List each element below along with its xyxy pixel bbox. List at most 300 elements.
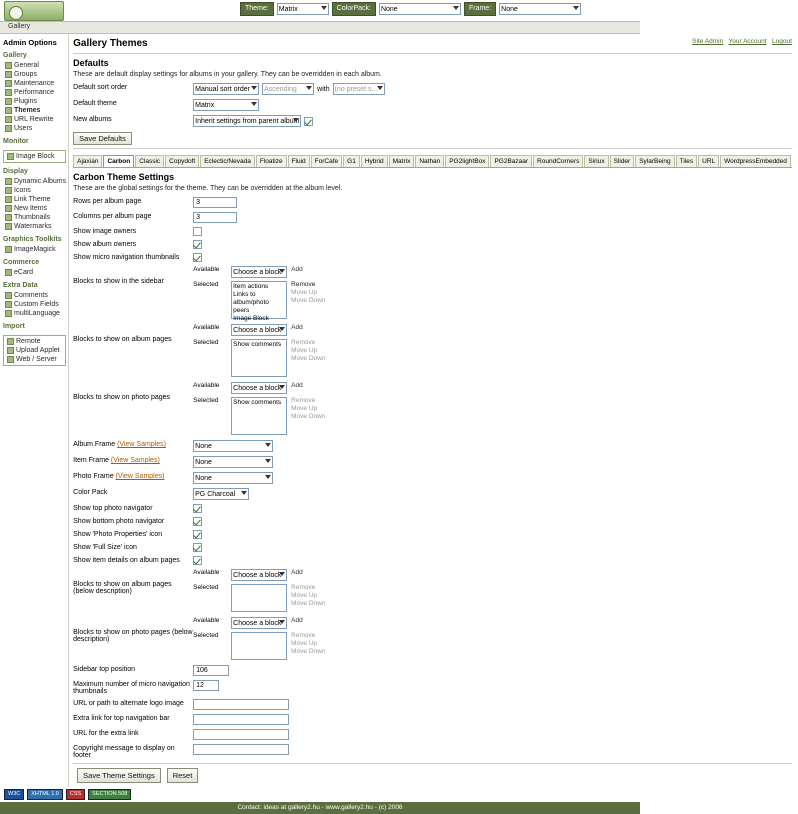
- sidebar-item-label: Watermarks: [14, 223, 52, 230]
- blocks-photo-below-row: [73, 617, 792, 660]
- new-icon: [5, 205, 12, 212]
- default-theme-label: Default theme: [73, 100, 117, 107]
- default-sort-order-select[interactable]: [193, 83, 259, 95]
- default-theme-row: [73, 99, 792, 111]
- available-label: Available: [193, 266, 220, 273]
- show-top-photo-navigator-label: Show top photo navigator: [73, 505, 153, 512]
- blocks-photo-pages-available-value: Choose a block: [233, 385, 282, 392]
- blocks-photo-below-listbox[interactable]: [231, 632, 287, 660]
- photo-frame-label: [73, 472, 193, 480]
- blocks-album-pages-available-select[interactable]: [231, 324, 287, 336]
- sidebar-item-label: Users: [14, 125, 33, 132]
- sidebar-item-label: Remote: [16, 338, 41, 345]
- show-album-owners-label: Show album owners: [73, 241, 137, 248]
- default-theme-select[interactable]: [193, 99, 259, 111]
- tab-hybrid[interactable]: Hybrid: [361, 155, 388, 167]
- blocks-sidebar-available-select[interactable]: [231, 266, 287, 278]
- sidebar-item-dynamic-albums[interactable]: [3, 177, 66, 186]
- blocks-sidebar-actions: [291, 281, 325, 305]
- blocks-album-below-available-select[interactable]: [231, 569, 287, 581]
- blocks-album-below-selected: [193, 584, 325, 612]
- show-micro-nav-thumbnails-label: Show micro navigation thumbnails: [73, 254, 180, 261]
- tab-slider[interactable]: Slider: [610, 155, 635, 167]
- max-micro-nav-thumbnails-label: Maximum number of micro navigation thumbnails: [73, 681, 190, 695]
- alternate-logo-url-row: [73, 699, 792, 710]
- sidebar-item-plugins[interactable]: [3, 97, 66, 106]
- field-icon: [5, 301, 12, 308]
- blocks-album-pages-actions: [291, 339, 325, 363]
- colorpack-select-value: None: [380, 6, 398, 13]
- tab-roundcorners[interactable]: RoundCorners: [533, 155, 583, 167]
- blocks-photo-below-label: Blocks to show on photo pages (below description): [73, 629, 193, 643]
- list-item[interactable]: Image Block: [233, 315, 269, 322]
- photo-frame-value: None: [195, 475, 212, 482]
- show-bottom-photo-navigator-row: [73, 517, 792, 526]
- new-albums-row: [73, 115, 792, 127]
- show-top-photo-navigator-checkbox[interactable]: [193, 504, 202, 513]
- new-albums-checkbox[interactable]: [304, 117, 313, 126]
- show-bottom-photo-navigator-label: Show bottom photo navigator: [73, 518, 165, 525]
- save-theme-settings-button[interactable]: Save Theme Settings: [77, 768, 161, 783]
- color-pack-value: PG Charcoal: [195, 491, 236, 498]
- chevron-down-icon: [279, 385, 285, 389]
- blocks-sidebar-add-button[interactable]: Add: [291, 266, 303, 273]
- card-icon: [5, 269, 12, 276]
- available-label: Available: [193, 382, 220, 389]
- sidebar-item-label: Performance: [14, 89, 55, 96]
- site-admin-link[interactable]: Site Admin: [692, 38, 724, 45]
- remove-button[interactable]: Remove: [291, 339, 316, 346]
- sidebar-item-multilanguage[interactable]: [3, 309, 66, 318]
- link-icon: [5, 196, 12, 203]
- blocks-album-below-listbox[interactable]: [231, 584, 287, 612]
- remove-button[interactable]: Remove: [291, 397, 316, 404]
- copyright-message-row: [73, 744, 792, 759]
- photo-frame-row: [73, 472, 792, 484]
- url-for-extra-link-row: [73, 729, 792, 740]
- chevron-down-icon: [279, 269, 285, 273]
- show-full-size-icon-row: [73, 543, 792, 552]
- sidebar-top-position-label: Sidebar top position: [73, 666, 136, 673]
- blocks-photo-pages-row: [73, 382, 792, 435]
- sidebar-item-thumbnails[interactable]: [3, 213, 66, 222]
- copyright-message-input[interactable]: [193, 744, 289, 755]
- new-albums-select[interactable]: [193, 115, 301, 127]
- sidebar-item-imagemagick[interactable]: [3, 245, 66, 254]
- sidebar-item-upload-applet[interactable]: [5, 346, 64, 355]
- remove-button[interactable]: Remove: [291, 281, 316, 288]
- blocks-sidebar-label: Blocks to show in the sidebar: [73, 278, 164, 285]
- gauge-icon: [5, 89, 12, 96]
- rows-per-album-page-input[interactable]: [193, 197, 237, 208]
- move-down-button[interactable]: Move Down: [291, 355, 326, 362]
- move-down-button[interactable]: Move Down: [291, 600, 326, 607]
- sort-direction-value: Ascending: [264, 86, 297, 93]
- sidebar-monitor-box: [3, 150, 66, 163]
- reset-button[interactable]: Reset: [167, 768, 199, 783]
- page-title: Gallery Themes: [73, 38, 148, 49]
- sidebar-group-import: Import: [3, 323, 25, 330]
- tab-pg2lightbox[interactable]: PG2lightBox: [445, 155, 489, 167]
- blocks-sidebar-row: [73, 266, 792, 322]
- chevron-down-icon: [251, 102, 257, 106]
- chevron-down-icon: [279, 327, 285, 331]
- blocks-photo-pages-available-select[interactable]: [231, 382, 287, 394]
- columns-per-album-page-input[interactable]: [193, 212, 237, 223]
- tab-floatize[interactable]: Floatize: [256, 155, 287, 167]
- chevron-down-icon: [279, 572, 285, 576]
- selected-label: Selected: [193, 632, 219, 639]
- album-frame-samples-link[interactable]: (View Samples): [117, 441, 166, 448]
- show-image-owners-row: [73, 227, 792, 236]
- move-up-button[interactable]: Move Up: [291, 640, 318, 647]
- default-sort-order-row: [73, 83, 792, 95]
- photo-frame-text: Photo Frame: [73, 473, 114, 480]
- show-album-owners-row: [73, 240, 792, 249]
- move-down-button[interactable]: Move Down: [291, 297, 326, 304]
- blocks-album-pages-available-value: Choose a block: [233, 327, 282, 334]
- selected-label: Selected: [193, 397, 219, 404]
- color-pack-row: [73, 488, 792, 500]
- sidebar-item-label: New Items: [14, 205, 48, 212]
- show-bottom-photo-navigator-checkbox[interactable]: [193, 517, 202, 526]
- defaults-heading: Defaults: [73, 58, 109, 68]
- theme-select-value: Matrix: [278, 6, 298, 13]
- tab-pg2bazaar[interactable]: PG2Bazaar: [490, 155, 532, 167]
- tab-wordpressembedded[interactable]: WordpressEmbedded: [720, 155, 791, 167]
- new-albums-value: Inherit settings from parent album: [195, 118, 300, 125]
- show-photo-properties-icon-label: Show 'Photo Properties' icon: [73, 531, 163, 538]
- blocks-album-below-row: [73, 569, 792, 612]
- theme-quick-controls: [240, 2, 581, 16]
- sidebar-group-commerce: Commerce: [3, 259, 40, 266]
- blocks-photo-below-add-button[interactable]: Add: [291, 617, 303, 624]
- blocks-sidebar-selected: [193, 281, 326, 322]
- blocks-photo-below-available-select[interactable]: [231, 617, 287, 629]
- gear-icon: [5, 62, 12, 69]
- sidebar-item-label: Dynamic Albums: [14, 178, 67, 185]
- chevron-down-icon: [573, 6, 579, 10]
- sidebar-item-general[interactable]: [3, 61, 66, 70]
- logout-link[interactable]: Logout: [772, 38, 792, 45]
- sidebar-item-label: Plugins: [14, 98, 37, 105]
- blocks-album-pages-selected: [193, 339, 325, 377]
- link-icon: [5, 116, 12, 123]
- header-links: [692, 38, 792, 45]
- sidebar-top-position-input[interactable]: [193, 665, 229, 676]
- show-top-photo-navigator-row: [73, 504, 792, 513]
- server-icon: [7, 356, 14, 363]
- tab-copydoft[interactable]: Copydoft: [165, 155, 199, 167]
- users-icon: [5, 71, 12, 78]
- tab-tiles[interactable]: Tiles: [676, 155, 697, 167]
- move-up-button[interactable]: Move Up: [291, 592, 318, 599]
- theme-settings-heading: Carbon Theme Settings: [73, 172, 175, 182]
- frame-select[interactable]: [499, 3, 581, 15]
- w3c-badge[interactable]: W3C: [4, 789, 24, 800]
- tab-nathan[interactable]: Nathan: [415, 155, 444, 167]
- sidebar: [0, 34, 68, 787]
- selected-label: Selected: [193, 281, 219, 288]
- sidebar-item-label: URL Rewrite: [14, 116, 54, 123]
- move-up-button[interactable]: Move Up: [291, 405, 318, 412]
- user-icon: [5, 125, 12, 132]
- watermark-icon: [5, 223, 12, 230]
- tab-fluid[interactable]: Fluid: [288, 155, 310, 167]
- sidebar-item-label: Themes: [14, 107, 41, 114]
- sidebar-item-new-items[interactable]: [3, 204, 66, 213]
- sidebar-item-performance[interactable]: [3, 88, 66, 97]
- move-down-button[interactable]: Move Down: [291, 648, 326, 655]
- item-frame-select[interactable]: [193, 456, 273, 468]
- sidebar-item-label: Image Block: [16, 153, 55, 160]
- blocks-photo-pages-listbox[interactable]: [231, 397, 287, 435]
- alternate-logo-url-label: URL or path to alternate logo image: [73, 700, 184, 707]
- blocks-photo-below-available-value: Choose a block: [233, 620, 282, 627]
- css-badge[interactable]: CSS: [66, 789, 85, 800]
- show-full-size-icon-label: Show 'Full Size' icon: [73, 544, 137, 551]
- default-theme-value: Matrix: [195, 102, 215, 109]
- your-account-link[interactable]: Your Account: [728, 38, 767, 45]
- sort-preset-select[interactable]: [333, 83, 385, 95]
- chevron-down-icon: [241, 491, 247, 495]
- tab-url[interactable]: URL: [698, 155, 719, 167]
- item-frame-text: Item Frame: [73, 457, 109, 464]
- blocks-photo-pages-selected: [193, 397, 325, 435]
- album-frame-select[interactable]: [193, 440, 273, 452]
- sidebar-item-remote[interactable]: [5, 337, 64, 346]
- sidebar-item-label: ImageMagick: [14, 246, 56, 253]
- remove-button[interactable]: Remove: [291, 584, 316, 591]
- sidebar-item-url-rewrite[interactable]: [3, 115, 66, 124]
- page-body: [0, 34, 792, 787]
- list-item[interactable]: Show comments: [233, 341, 282, 348]
- show-item-details-label: Show item details on album pages: [73, 557, 180, 564]
- tab-ajaxian[interactable]: Ajaxian: [73, 155, 102, 167]
- extra-link-top-nav-row: [73, 714, 792, 725]
- remote-icon: [7, 338, 14, 345]
- album-frame-row: [73, 440, 792, 452]
- chevron-down-icon: [293, 118, 299, 122]
- move-up-button[interactable]: Move Up: [291, 289, 318, 296]
- theme-settings-note: These are the global settings for the theme. They can be overridden at the album level.: [73, 185, 343, 192]
- sidebar-group-gallery: Gallery: [3, 52, 27, 59]
- available-label: Available: [193, 569, 220, 576]
- blocks-album-pages-listbox[interactable]: [231, 339, 287, 377]
- item-frame-row: [73, 456, 792, 468]
- colorpack-label: ColorPack:: [332, 2, 376, 16]
- sidebar-item-label: Icons: [14, 187, 31, 194]
- sidebar-item-themes[interactable]: [3, 106, 66, 115]
- url-for-extra-link-label: URL for the extra link: [73, 730, 139, 737]
- photo-frame-samples-link[interactable]: (View Samples): [115, 473, 165, 480]
- chevron-down-icon: [265, 443, 271, 447]
- footer-bar: [0, 802, 640, 814]
- chevron-down-icon: [453, 6, 459, 10]
- available-label: Available: [193, 324, 220, 331]
- upload-icon: [7, 347, 14, 354]
- max-micro-nav-thumbnails-row: [73, 680, 792, 695]
- tab-carbon[interactable]: Carbon: [103, 155, 134, 167]
- main-content: [68, 34, 798, 787]
- selected-label: Selected: [193, 339, 219, 346]
- blocks-sidebar-available: [193, 266, 325, 278]
- blocks-album-pages-add-button[interactable]: Add: [291, 324, 303, 331]
- color-pack-label: Color Pack: [73, 489, 108, 496]
- tab-g1[interactable]: G1: [343, 155, 360, 167]
- move-up-button[interactable]: Move Up: [291, 347, 318, 354]
- save-defaults-button[interactable]: Save Defaults: [73, 132, 132, 145]
- sidebar-item-custom-fields[interactable]: [3, 300, 66, 309]
- sidebar-group-graphics-toolkits: Graphics Toolkits: [3, 236, 62, 243]
- show-micro-nav-thumbnails-checkbox[interactable]: [193, 253, 202, 262]
- blocks-album-below-available-value: Choose a block: [233, 572, 282, 579]
- sidebar-item-icons[interactable]: [3, 186, 66, 195]
- album-icon: [5, 178, 12, 185]
- theme-select[interactable]: [277, 3, 329, 15]
- sidebar-import-box: [3, 335, 66, 366]
- new-albums-label: New albums: [73, 116, 112, 123]
- tab-matrix[interactable]: Matrix: [389, 155, 415, 167]
- rows-per-album-page-label: Rows per album page: [73, 198, 142, 205]
- divider: [73, 53, 792, 54]
- sidebar-item-label: Web / Server: [16, 356, 57, 363]
- chevron-down-icon: [306, 86, 312, 90]
- remove-button[interactable]: Remove: [291, 632, 316, 639]
- show-photo-properties-icon-checkbox[interactable]: [193, 530, 202, 539]
- blocks-album-below-actions: [291, 584, 325, 608]
- defaults-note: These are default display settings for albums in your gallery. They can be overridden in each album.: [73, 71, 382, 78]
- sidebar-item-label: Comments: [14, 292, 48, 299]
- extra-link-top-nav-input[interactable]: [193, 714, 289, 725]
- item-frame-label: [73, 456, 193, 464]
- image-icon: [7, 153, 14, 160]
- blocks-album-pages-row: [73, 324, 792, 377]
- alternate-logo-url-input[interactable]: [193, 699, 289, 710]
- breadcrumb[interactable]: [0, 22, 640, 34]
- frame-select-value: None: [501, 6, 518, 13]
- move-down-button[interactable]: Move Down: [291, 413, 326, 420]
- xhtml-badge[interactable]: XHTML 1.0: [27, 789, 63, 800]
- colorpack-select[interactable]: [379, 3, 461, 15]
- blocks-photo-pages-available: [193, 382, 325, 394]
- sidebar-item-label: Custom Fields: [14, 301, 59, 308]
- blocks-photo-below-actions: [291, 632, 325, 656]
- palette-icon: [5, 107, 12, 114]
- sidebar-group-monitor: Monitor: [3, 138, 29, 145]
- divider: [73, 763, 792, 764]
- chevron-down-icon: [377, 86, 383, 90]
- show-item-details-row: [73, 556, 792, 565]
- sidebar-item-label: eCard: [14, 269, 34, 276]
- blocks-photo-pages-add-button[interactable]: Add: [291, 382, 303, 389]
- max-micro-nav-thumbnails-input[interactable]: [193, 680, 219, 691]
- available-label: Available: [193, 617, 220, 624]
- blocks-sidebar-available-value: Choose a block: [233, 269, 282, 276]
- tab-sylarbeing[interactable]: SylarBeing: [635, 155, 674, 167]
- gallery-logo: [4, 1, 64, 21]
- tab-forcafe[interactable]: ForCafe: [311, 155, 342, 167]
- blocks-album-below-label: Blocks to show on album pages (below description): [73, 581, 172, 595]
- blocks-album-below-add-button[interactable]: Add: [291, 569, 303, 576]
- sidebar-item-label: Maintenance: [14, 80, 55, 87]
- frame-label: Frame:: [464, 2, 496, 16]
- sidebar-top-position-row: [73, 665, 792, 676]
- show-image-owners-label: Show image owners: [73, 228, 137, 235]
- breadcrumb-gallery[interactable]: Gallery: [8, 23, 31, 30]
- theme-tabs: [73, 155, 792, 168]
- sidebar-item-groups[interactable]: [3, 70, 66, 79]
- sidebar-item-ecard[interactable]: [3, 268, 66, 277]
- tab-eclectic-nevada[interactable]: Eclectic/Nevada: [200, 155, 255, 167]
- sidebar-item-label: Upload Applet: [16, 347, 60, 354]
- tab-classic[interactable]: Classic: [135, 155, 164, 167]
- extra-link-top-nav-label: Extra link for top navigation bar: [73, 715, 170, 722]
- plug-icon: [5, 98, 12, 105]
- show-item-details-checkbox[interactable]: [193, 556, 202, 565]
- rows-per-album-page-row: [73, 197, 792, 208]
- sidebar-item-users[interactable]: [3, 124, 66, 133]
- sidebar-item-label: multiLanguage: [14, 310, 60, 317]
- item-frame-samples-link[interactable]: (View Samples): [110, 457, 160, 464]
- comment-icon: [5, 292, 12, 299]
- default-sort-order-value: Manual sort order: [195, 86, 250, 93]
- sidebar-title: Admin Options: [3, 38, 57, 47]
- photo-frame-select[interactable]: [193, 472, 273, 484]
- sidebar-item-image-block[interactable]: [5, 152, 64, 161]
- sidebar-item-maintenance[interactable]: [3, 79, 66, 88]
- blocks-photo-pages-actions: [291, 397, 325, 421]
- chevron-down-icon: [265, 475, 271, 479]
- theme-label: Theme:: [240, 2, 274, 16]
- sort-direction-select[interactable]: [262, 83, 314, 95]
- tab-siriux[interactable]: Siriux: [584, 155, 608, 167]
- album-frame-label: [73, 440, 193, 448]
- thumbnail-icon: [5, 214, 12, 221]
- sidebar-item-comments[interactable]: [3, 291, 66, 300]
- list-item[interactable]: Item actions: [233, 283, 269, 290]
- icons-icon: [5, 187, 12, 194]
- sidebar-item-link-theme[interactable]: [3, 195, 66, 204]
- chevron-down-icon: [279, 620, 285, 624]
- item-frame-value: None: [195, 459, 212, 466]
- show-micro-nav-thumbnails-row: [73, 253, 792, 262]
- color-pack-select[interactable]: [193, 488, 249, 500]
- divider: [73, 148, 792, 149]
- blocks-photo-below-selected: [193, 632, 325, 660]
- blocks-sidebar-listbox[interactable]: [231, 281, 287, 322]
- list-item[interactable]: Links to album/photo peers: [233, 291, 269, 314]
- url-for-extra-link-input[interactable]: [193, 729, 289, 740]
- footer-text: Contact: ideas at gallery2.hu - www.gallery2.hu - (c) 2006: [237, 804, 403, 811]
- chevron-down-icon: [321, 6, 327, 10]
- sidebar-item-label: Link Theme: [14, 196, 51, 203]
- show-album-owners-checkbox[interactable]: [193, 240, 202, 249]
- section508-badge[interactable]: SECTION 508: [88, 789, 131, 800]
- album-frame-value: None: [195, 443, 212, 450]
- show-image-owners-checkbox[interactable]: [193, 227, 202, 236]
- default-sort-order-label: Default sort order: [73, 84, 128, 91]
- sidebar-item-watermarks[interactable]: [3, 222, 66, 231]
- sidebar-item-label: Groups: [14, 71, 37, 78]
- chevron-down-icon: [251, 86, 257, 90]
- sidebar-item-web-server[interactable]: [5, 355, 64, 364]
- list-item[interactable]: Show comments: [233, 399, 282, 406]
- copyright-message-label: Copyright message to display on footer: [73, 745, 175, 759]
- selected-label: Selected: [193, 584, 219, 591]
- sidebar-item-label: Thumbnails: [14, 214, 51, 221]
- show-full-size-icon-checkbox[interactable]: [193, 543, 202, 552]
